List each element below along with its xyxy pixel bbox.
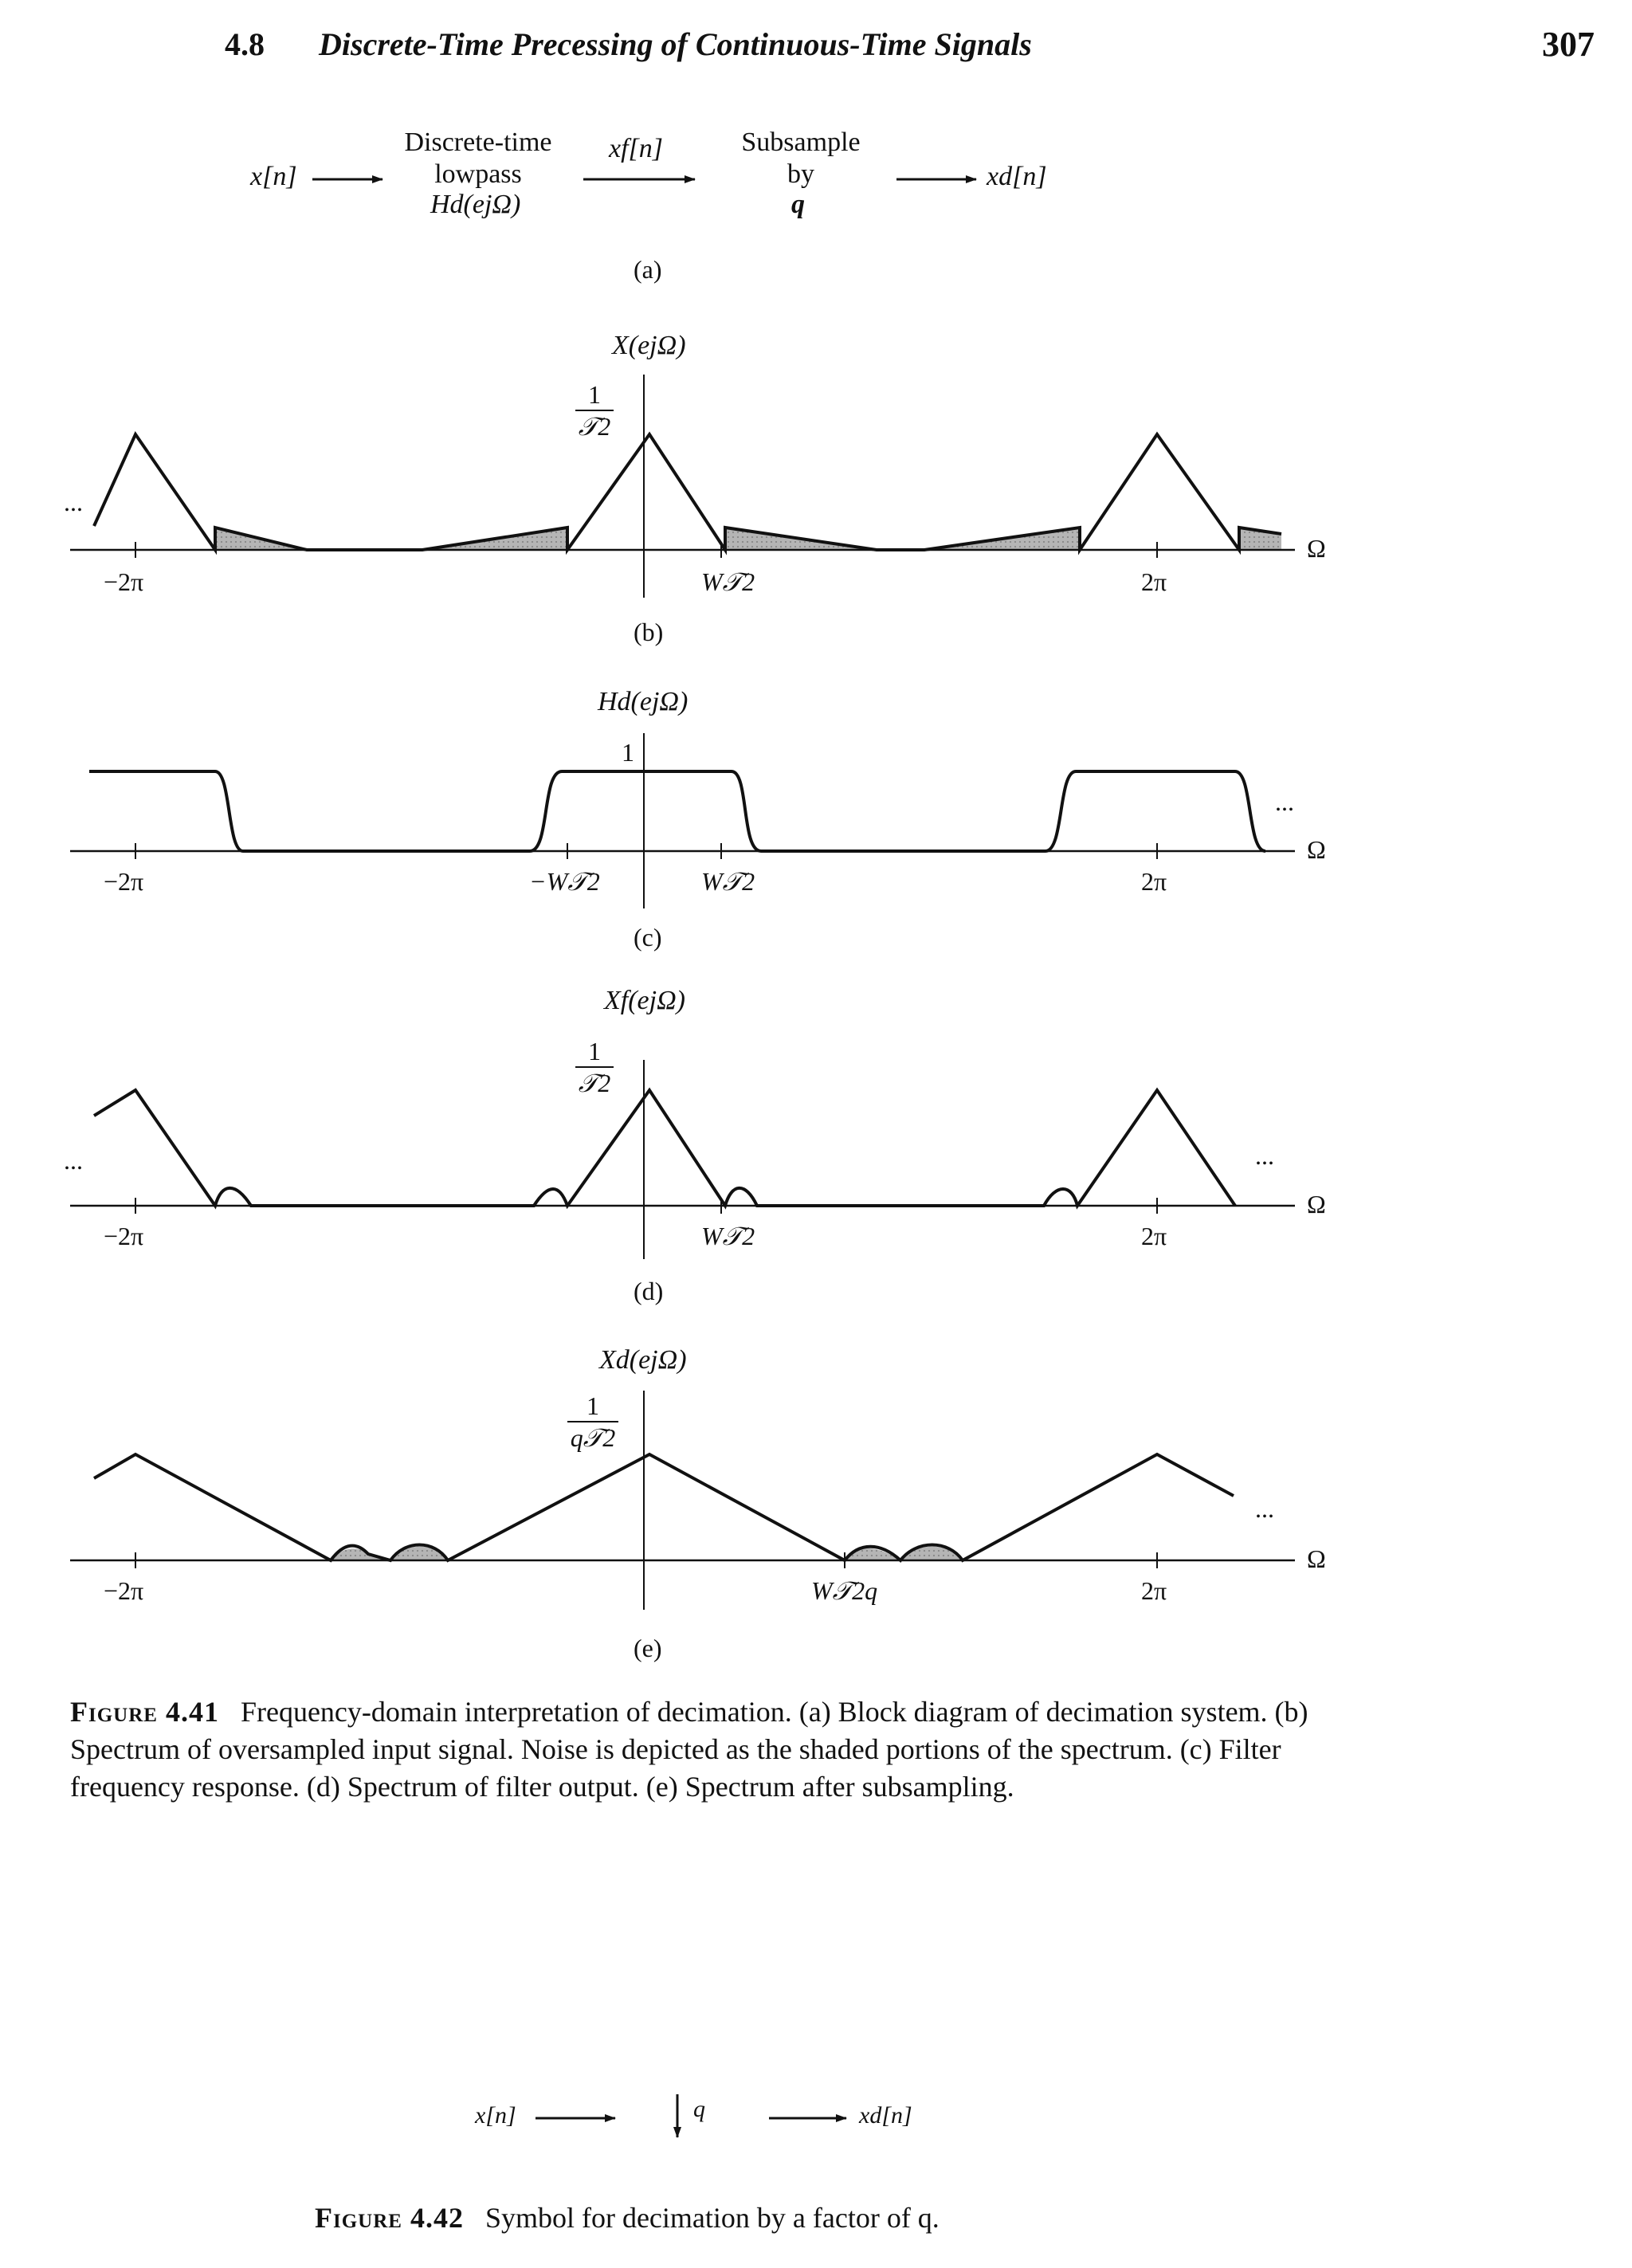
figure-caption-441 [70, 1693, 1377, 1806]
tick-label: W𝒯2 [701, 867, 755, 896]
peak-denominator: q𝒯2 [570, 1423, 616, 1452]
panel-c-peak: 1 [622, 738, 634, 767]
spectrum-d [94, 1090, 1235, 1206]
filter-label-2: lowpass [434, 159, 522, 189]
panel-c-ylabel: Hd(ejΩ) [598, 687, 688, 716]
caption-text: Symbol for decimation by a factor of q. [484, 2202, 940, 2234]
caption-text: Frequency-domain interpretation of decimation. (a) Block diagram of decimation system. (b) Spectrum of oversampled input signal. Noise is depicted as the shaded portions of the spectrum. (c) Filter frequency response. (d) Spectrum of filter output. (e) Spectrum after subsampling. [70, 1696, 1308, 1803]
peak-denominator: 𝒯2 [578, 1069, 611, 1097]
panel-label-a: (a) [634, 255, 662, 284]
subsample-label-1: Subsample [741, 128, 861, 157]
peak-denominator: 𝒯2 [578, 412, 611, 441]
spectrum-e [94, 1454, 1234, 1560]
panel-label-d: (d) [634, 1277, 664, 1305]
panel-e-plot [70, 1391, 1295, 1610]
axis-label: Ω [1307, 1544, 1326, 1573]
tick-label: 2π [1141, 1576, 1167, 1605]
filter-label-1: Discrete-time [404, 128, 552, 157]
filter-label-3: Hd(ejΩ) [430, 190, 521, 219]
axis-label: Ω [1307, 1190, 1326, 1218]
subsample-label-3: q [791, 190, 805, 219]
peak-numerator: 1 [575, 1036, 614, 1068]
panel-d-ellipsis-right: ... [1255, 1141, 1274, 1170]
tick-label: W𝒯2 [701, 1222, 755, 1250]
panel-label-e: (e) [634, 1634, 662, 1662]
axis-label: Ω [1307, 835, 1326, 864]
panel-e-ellipsis: ... [1255, 1494, 1274, 1523]
section-number: 4.8 [225, 26, 265, 62]
spectrum-b [94, 434, 1281, 550]
filter-response [89, 771, 1265, 851]
running-title: Discrete-Time Precessing of Continuous-Time Signals [319, 26, 1032, 62]
panel-b-peak [575, 379, 614, 441]
panel-label-c: (c) [634, 923, 662, 952]
panel-d-plot [70, 1060, 1295, 1259]
symbol-input: x[n] [475, 2102, 516, 2129]
tick-label: −W𝒯2 [529, 867, 600, 896]
tick-label: −2π [104, 1222, 144, 1250]
panel-d-ylabel: Xf(ejΩ) [604, 986, 685, 1015]
caption-label: Figure 4.41 [70, 1696, 219, 1728]
panel-e-peak [567, 1391, 618, 1453]
peak-numerator: 1 [567, 1391, 618, 1422]
panel-b-ellipsis: ... [64, 488, 83, 516]
symbol-factor: q [693, 2096, 705, 2122]
axis-label: Ω [1307, 534, 1326, 563]
tick-label: 2π [1141, 1222, 1167, 1250]
output-signal: xd[n] [987, 162, 1047, 191]
peak-numerator: 1 [575, 379, 614, 411]
symbol-output: xd[n] [859, 2102, 912, 2129]
symbol-diagram-arrows [536, 2094, 846, 2137]
figure-caption-442 [315, 2199, 1351, 2237]
panel-b-ylabel: X(ejΩ) [612, 331, 686, 360]
caption-label: Figure 4.42 [315, 2202, 464, 2234]
tick-label: 2π [1141, 567, 1167, 596]
panel-c-ellipsis: ... [1275, 787, 1294, 816]
mid-signal: xf[n] [609, 134, 663, 163]
page-number: 307 [1542, 25, 1595, 64]
panel-d-peak [575, 1036, 614, 1098]
tick-label: −2π [104, 1576, 144, 1605]
noise-region [390, 1547, 448, 1560]
input-signal: x[n] [250, 162, 297, 191]
panel-c-plot [70, 733, 1295, 908]
panel-e-ylabel: Xd(ejΩ) [599, 1345, 687, 1375]
subsample-label-2: by [787, 159, 814, 189]
panel-d-ellipsis: ... [64, 1146, 83, 1175]
panel-label-b: (b) [634, 618, 664, 646]
panel-b-plot [70, 375, 1295, 598]
tick-label: W𝒯2q [811, 1576, 878, 1605]
tick-label: W𝒯2 [701, 567, 755, 596]
tick-label: −2π [104, 867, 144, 896]
tick-label: 2π [1141, 867, 1167, 896]
tick-label: −2π [104, 567, 144, 596]
